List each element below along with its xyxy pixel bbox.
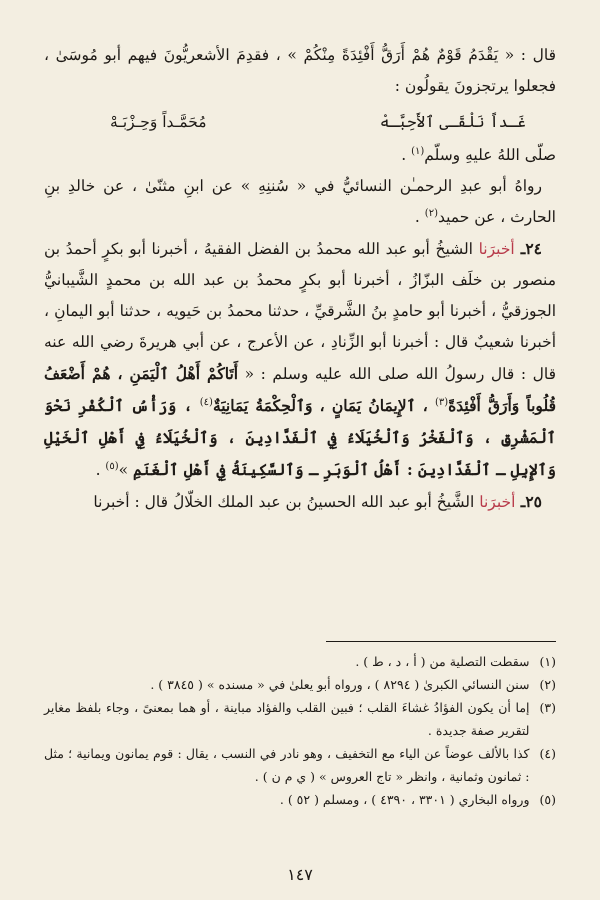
hadith-24-chain: الشيخُ أبو عبد الله محمدُ بن الفضل الفقيهُ ، أخبرنا أبو بكرٍ أحمدُ بن منصور بن خلَف البزّازُ ، أخبرنا أبو بكرٍ محمدُ بن عبد الله بن محمدٍ الشَّيبانيُّ الجوزقيُّ ، أخبرنا أبو حامدٍ بنُ الشَّرقيِّ ، حدثنا محمدُ بن حَيويه ، حدثنا أبو اليمانِ ، أخبرنا شعيبٌ قال : أخبرنا أبو الزِّنادِ ، عن الأعرج ، عن أبي هريرةَ رضي الله عنه قال : قال رسولُ الله صلى الله عليه وسلم : « [44,240,557,383]
hadith-25 [44,486,556,518]
footnote-item [44,696,556,742]
hadith-24-label: أخبرَنا [478,240,515,258]
footnote-number: (٤) [539,746,556,761]
footnote-ref-5: (٥) [105,460,119,472]
footnote-text: ورواه البخاري ( ٣٣٠١ ، ٤٣٩٠ ) ، ومسلم ( ٥٢ ) . [279,792,530,807]
footnote-number: (١) [539,654,556,669]
hadith-24-text-a: أَتَاكُمْ أَهْلُ ٱلْيَمَنِ ، هُمْ أَضْعَفُ قُلُوباً وَأَرَقُّ أَفْئِدَةً [44,364,556,415]
footnote-item [44,673,556,696]
hadith-25-chain: الشَّيخُ أبو عبد الله الحسينُ بن عبد الملك الخلّالُ قال : أخبرنا [93,493,480,511]
footnote-item [44,788,556,811]
hadith-25-number: ٢٥ـ [515,492,542,511]
footnote-ref-2: (٢) [424,207,438,219]
salutation-text: صلّى اللهُ عليهِ وسلّم [424,146,556,164]
footnote-ref-3: (٣) [434,396,449,408]
salutation-line [44,140,556,171]
hadith-24-close-quote: » [118,461,134,479]
footnote-number: (٢) [539,677,556,692]
poem-hemistich-right: غَـداً نَلْقَـى ٱلأَحِبَّـهْ [379,113,526,131]
narration-end: . [414,208,425,226]
salutation-end: . [401,146,412,164]
narration-text: رواهُ أبو عبدِ الرحمـٰن النسائيُّ في « سُننِهِ » عن ابنِ مثنّىٰ ، عن خالدِ بنِ الحارث ، عن حميد [44,177,556,226]
footnote-item [44,650,556,673]
poem-verse [44,106,556,138]
hadith-24-text-b: ، ٱلإِيمَانُ يَمَانٍ ، وَٱلْحِكْمَةُ يَمَانِيَةٌ [212,396,435,415]
poem-hemistich-left: مُحَمَّـداً وَحِـزْبَـهْ [110,113,207,131]
hadith-24-text-c: ، وَرَأْسُ ٱلْكُفْرِ نَحْوَ ٱلْمَشْرِقِ ، وَٱلْفَخْرُ وَٱلْخُيَلَاءُ فِي ٱلْفَدَّادِينَ ، وَٱلْخُيَلَاءُ فِي أَهْلِ ٱلْخَيْلِ وَٱلإِبِلِ ـ ٱلْفَدَّادِينَ : أَهْلُ ٱلْوَبَرِ ـ وَٱلسَّكِينَةُ فِي أَهْلِ ٱلْغَنَمِ [44,396,556,479]
footnote-text: إما أن يكون الفؤادُ غشاءَ القلب ؛ فبين القلب والفؤاد مباينة ، أو هما بمعنىً ، وجاء بلفظ مغاير لتقرير صفة جديدة . [44,700,530,738]
footnote-ref-4: (٤) [199,396,213,408]
footnote-number: (٣) [539,700,556,715]
narration-paragraph [44,171,556,233]
hadith-24 [44,233,556,486]
footnote-item [44,742,556,788]
hadith-24-end: . [95,461,106,479]
footnote-text: سنن النسائي الكبرىٰ ( ٨٢٩٤ ) ، ورواه أبو يعلىٰ في « مسنده » ( ٣٨٤٥ ) . [150,677,530,692]
hadith-24-number: ٢٤ـ [514,239,542,258]
page-number: ١٤٧ [287,865,313,884]
footnote-divider [326,641,556,642]
footnotes [44,650,556,811]
hadith-25-label: أخبرَنا [479,493,516,511]
footnote-ref-1: (١) [411,145,425,157]
page-body [44,40,556,518]
footnote-text: سقطت التصلية من ( أ ، د ، ط ) . [355,654,530,669]
intro-paragraph: قال : « يَقْدَمُ قَوْمٌ هُمْ أَرَقُّ أَفْئِدَةً مِنْكُمْ » ، فقدِمَ الأشعريُّونَ فيهم أبو مُوسَىٰ ، فجعلوا يرتجزونَ يقولُون : [44,46,556,95]
footnote-text: كذا بالألف عوضاً عن الياء مع التخفيف ، وهو نادر في النسب ، يقال : قوم يمانون ويمانية ؛ مثل : ثمانون وثمانية ، وانظر « تاج العروس » ( ي م ن ) . [44,746,530,784]
footnote-number: (٥) [539,792,556,807]
